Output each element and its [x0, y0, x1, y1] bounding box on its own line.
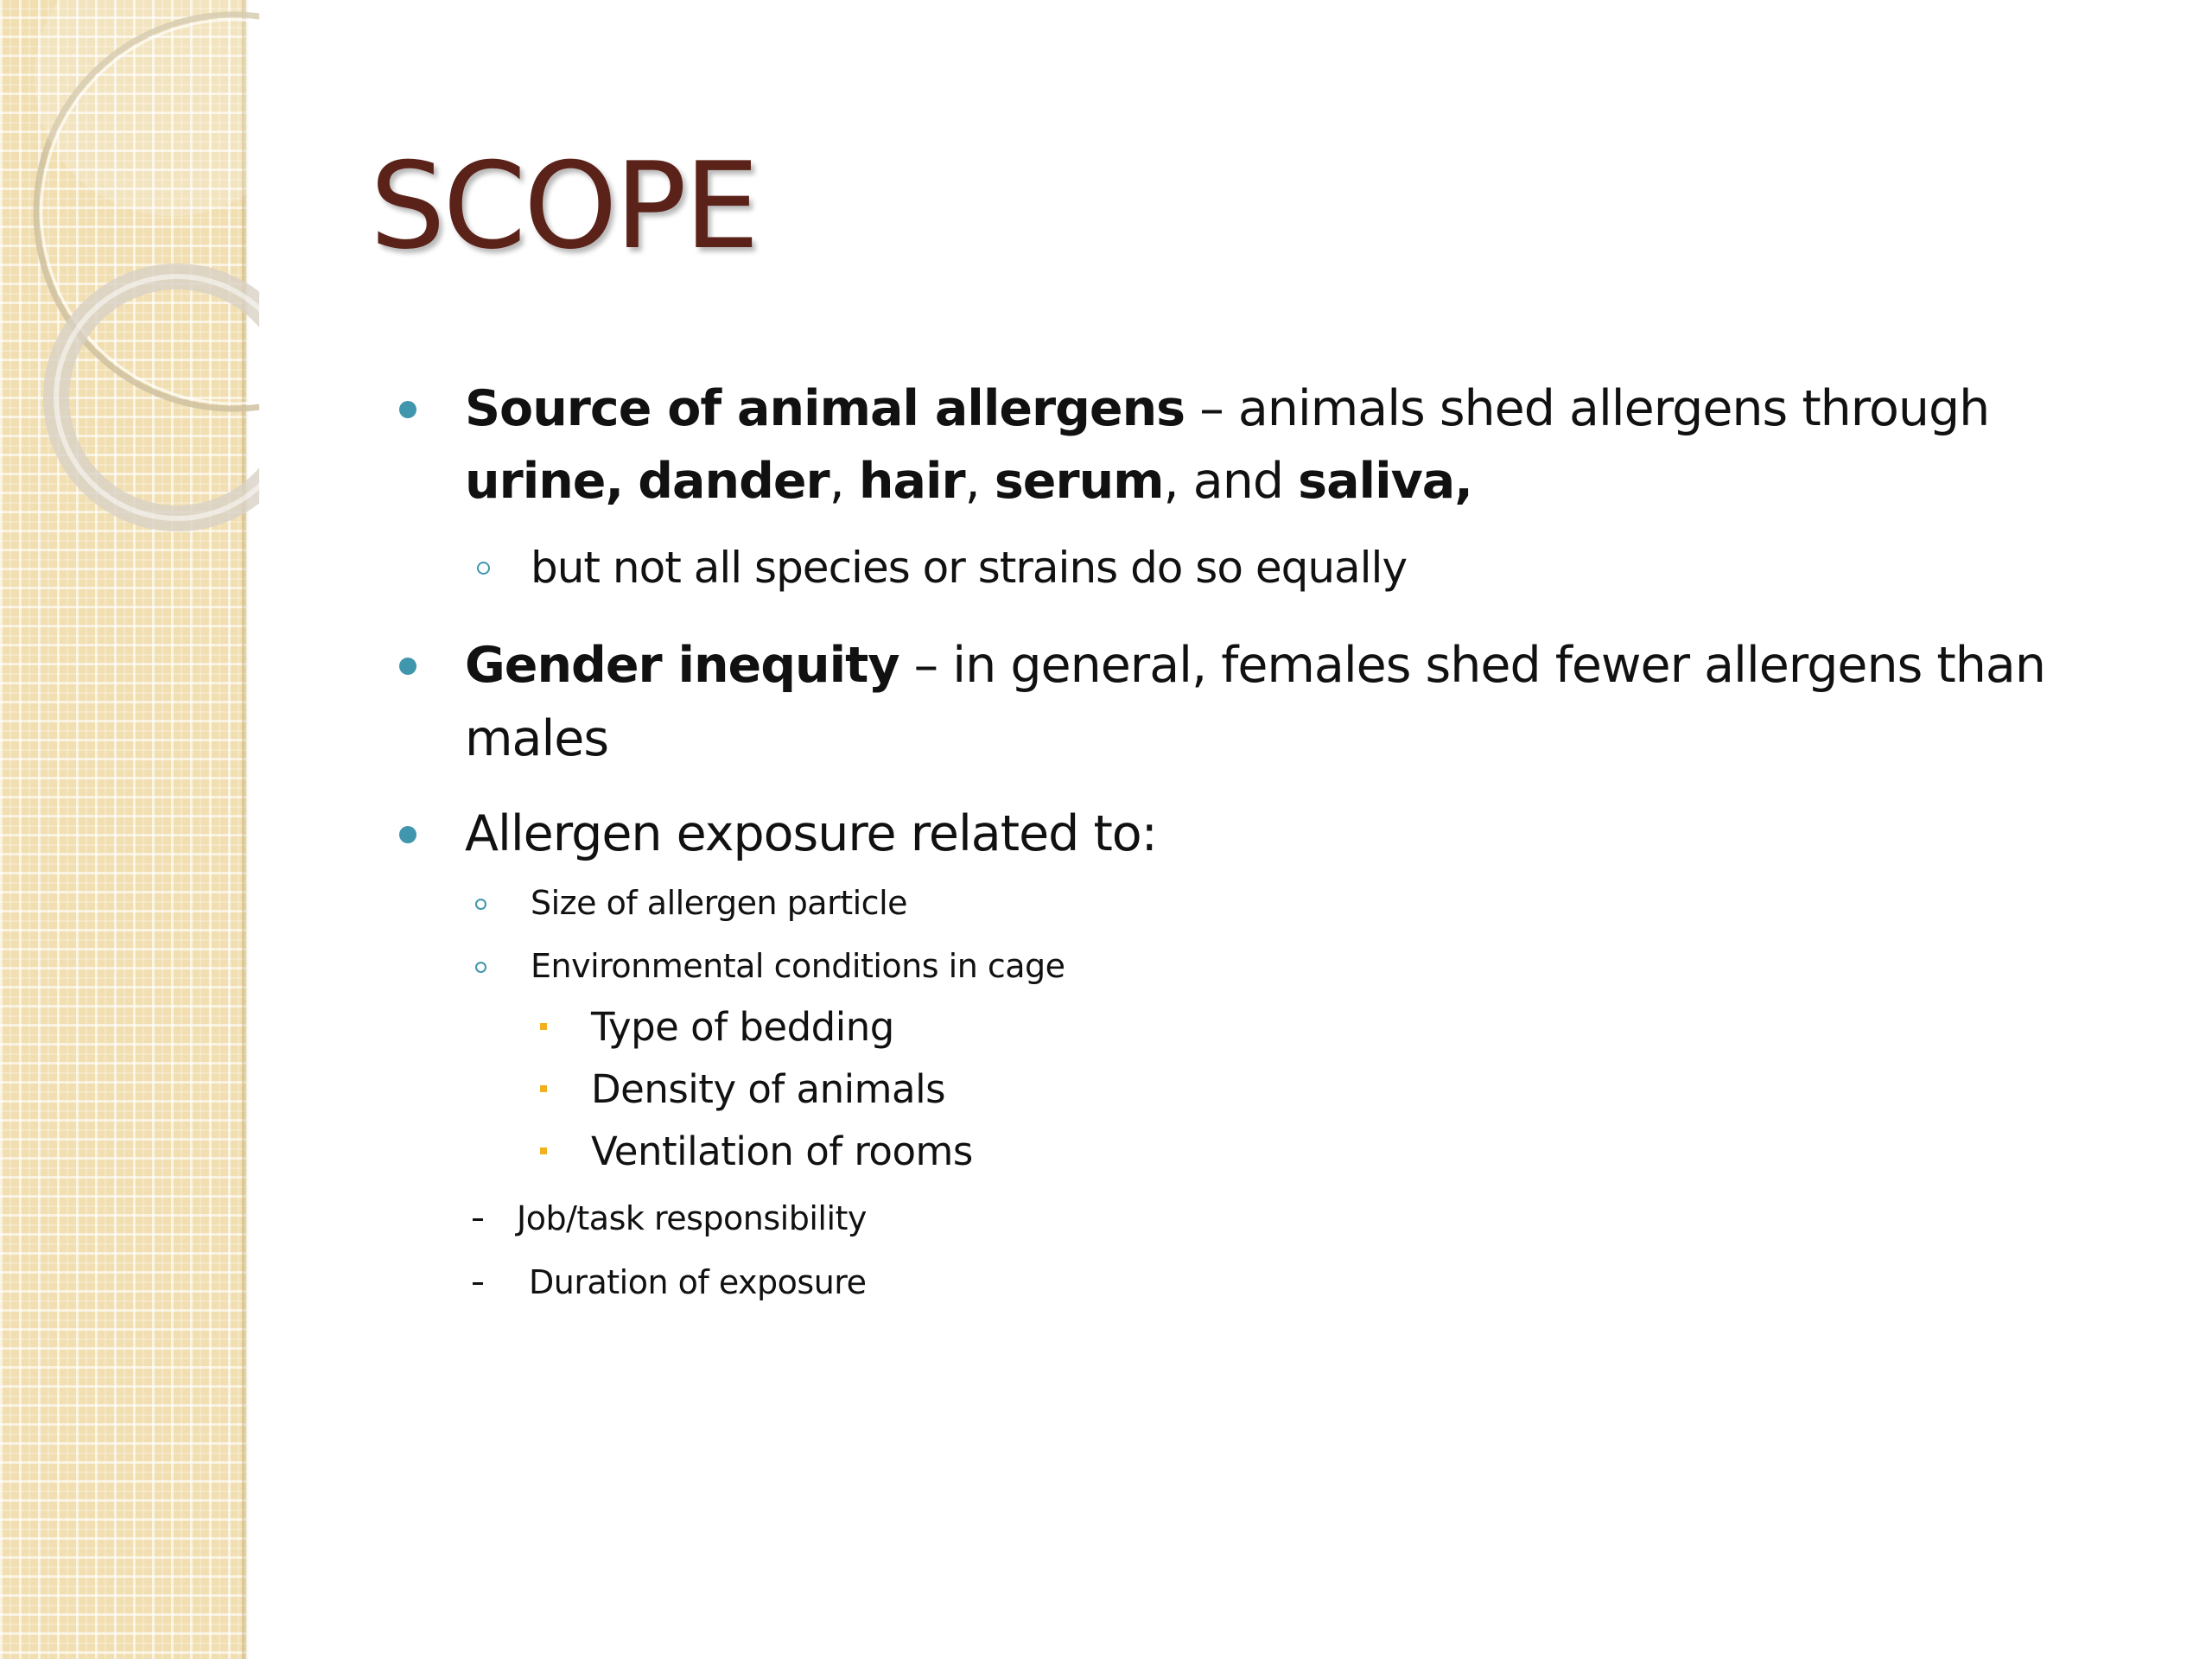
dash-bullet [473, 1282, 483, 1285]
source-and: , and [1163, 453, 1299, 510]
dash-item: Job/task responsibility [517, 1199, 867, 1237]
cage-item: Type of bedding [591, 1004, 894, 1050]
source-saliva: saliva, [1298, 453, 1472, 510]
source-text: animals shed allergens through [1237, 380, 1990, 437]
cage-item: Ventilation of rooms [591, 1128, 973, 1174]
source-serum: serum [994, 453, 1164, 510]
slide-title: SCOPE [370, 137, 757, 276]
source-dander: dander [638, 453, 830, 510]
sub-bullet-ring [477, 562, 490, 575]
sub-bullet-ring [475, 962, 486, 973]
bullet-gender-line1 [465, 628, 2045, 702]
cage-item: Density of animals [591, 1066, 946, 1112]
bullet-dot [399, 658, 416, 675]
gender-text: – in general, females shed fewer allergens than [899, 637, 2045, 694]
exposure-sub-item: Environmental conditions in cage [531, 947, 1065, 985]
bullet-exposure: Allergen exposure related to: [465, 805, 1157, 862]
exposure-sub-item: Size of allergen particle [531, 884, 908, 922]
source-hair: hair [858, 453, 965, 510]
sub-sub-bullet [540, 1147, 547, 1154]
bullet-dot [399, 401, 416, 418]
sub-bullet-ring [475, 899, 486, 910]
dash-bullet [473, 1218, 483, 1221]
bullet-source-line2 [465, 444, 1472, 518]
source-comma-2: , [964, 453, 995, 510]
source-bold-lead: Source of animal allergens [465, 380, 1185, 437]
bullet-gender-line2: males [465, 710, 609, 767]
source-urine: urine, [465, 453, 624, 510]
sub-sub-bullet [540, 1085, 547, 1092]
sub-sub-bullet [540, 1023, 547, 1030]
bullet-dot [399, 826, 416, 843]
source-sub-item: but not all species or strains do so equally [531, 543, 1408, 593]
bullet-source-line1 [465, 372, 1989, 446]
source-comma-1: , [829, 453, 859, 510]
source-space [623, 453, 638, 510]
gender-bold-lead: Gender inequity [465, 637, 899, 694]
source-separator: – [1185, 380, 1238, 437]
dash-item: Duration of exposure [529, 1263, 867, 1301]
